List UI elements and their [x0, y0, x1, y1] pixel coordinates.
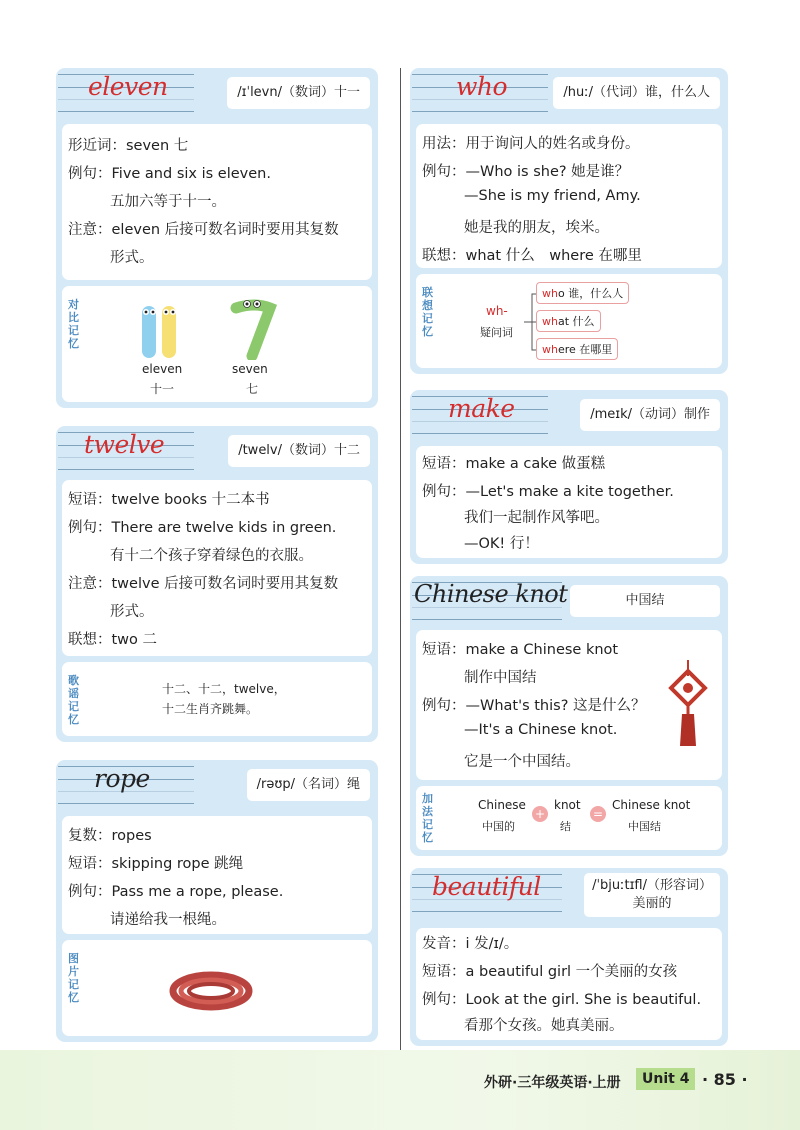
entry-line: 发音：i 发/ɪ/。	[422, 936, 519, 952]
headword: twelve	[84, 430, 165, 459]
entry-line: 制作中国结	[464, 670, 537, 686]
memory-label: 图片记忆	[68, 952, 79, 1004]
book-title: 外研·三年级英语·上册	[484, 1075, 621, 1091]
entry-line: 短语：make a cake 做蛋糕	[422, 456, 606, 472]
phonetic: /ɪˈlevn/（数词）十一	[227, 77, 370, 109]
entry-body	[62, 124, 372, 280]
entry-line: 用法：用于询问人的姓名或身份。	[422, 136, 640, 152]
memory-label: 对比记忆	[68, 298, 79, 350]
entry-line: 短语：twelve books 十二本书	[68, 492, 270, 508]
compare-en: seven	[232, 362, 268, 376]
compare-cn: 十一	[150, 382, 175, 396]
wh-word: where 在哪里	[536, 338, 618, 360]
entry-line: 形式。	[110, 250, 154, 266]
memory-box	[62, 662, 372, 736]
memory-box	[62, 286, 372, 402]
entry-line: 例句：Pass me a rope, please.	[68, 884, 284, 900]
entry-line: 例句：—Let's make a kite together.	[422, 484, 674, 500]
entry-line: 她是我的朋友，埃米。	[464, 220, 609, 236]
headword: make	[448, 394, 515, 423]
phonetic: /twelv/（数词）十二	[228, 435, 370, 467]
entry-body	[416, 446, 722, 558]
entry-line: 请递给我一根绳。	[110, 912, 226, 928]
entry-line: 它是一个中国结。	[464, 754, 580, 770]
add-cn: 结	[560, 820, 571, 833]
rope-illustration	[166, 966, 256, 1016]
wh-root: wh-	[486, 304, 508, 318]
add-cn: 中国结	[628, 820, 661, 833]
unit-badge: Unit 4	[636, 1068, 695, 1090]
headword: eleven	[88, 72, 168, 101]
entry-line: 五加六等于十一。	[110, 194, 226, 210]
memory-box	[416, 786, 722, 850]
entry-line: 例句：—What's this? 这是什么？	[422, 698, 646, 714]
phonetic: /ˈbjuːtɪfl/（形容词）	[592, 878, 712, 893]
seven-illustration	[230, 298, 280, 360]
entry-line: 例句：There are twelve kids in green.	[68, 520, 337, 536]
entry-line: —It's a Chinese knot.	[464, 722, 618, 738]
headword: who	[456, 72, 508, 101]
rhyme-line: 十二生肖齐跳舞。	[162, 702, 259, 716]
word-header	[410, 390, 728, 438]
word-header	[410, 576, 728, 624]
card-rope	[56, 760, 378, 1042]
word-header	[410, 68, 728, 116]
memory-label: 联想记忆	[422, 286, 433, 338]
add-en: knot	[554, 798, 581, 812]
card-twelve	[56, 426, 378, 742]
entry-line: 看那个女孩。她真美丽。	[464, 1018, 624, 1034]
meaning: 美丽的	[632, 896, 672, 911]
card-who	[410, 68, 728, 374]
entry-line: —OK! 行！	[464, 536, 539, 552]
card-eleven	[56, 68, 378, 408]
compare-en: eleven	[142, 362, 183, 376]
card-make	[410, 390, 728, 564]
rhyme-line: 十二、十二，twelve，	[162, 682, 286, 696]
card-beautiful	[410, 868, 728, 1046]
entry-line: 短语：a beautiful girl 一个美丽的女孩	[422, 964, 678, 980]
entry-line: 形式。	[110, 604, 154, 620]
entry-line: 注意：eleven 后接可数名词时要用其复数	[68, 222, 339, 238]
entry-line: 联想：what 什么 where 在哪里	[422, 248, 642, 264]
entry-line: 短语：skipping rope 跳绳	[68, 856, 244, 872]
meaning: 中国结	[570, 585, 720, 617]
memory-label: 加法记忆	[422, 792, 433, 844]
entry-body	[416, 124, 722, 268]
entry-line: 短语：make a Chinese knot	[422, 642, 619, 658]
entry-line: 例句：—Who is she? 她是谁？	[422, 164, 630, 180]
entry-body	[416, 928, 722, 1040]
word-header	[410, 868, 728, 922]
equals-sign: =	[590, 806, 606, 822]
entry-line: 有十二个孩子穿着绿色的衣服。	[110, 548, 313, 564]
memory-box	[416, 274, 722, 368]
wh-word: what 什么	[536, 310, 601, 332]
entry-body	[62, 816, 372, 934]
entry-line: 注意：twelve 后接可数名词时要用其复数	[68, 576, 339, 592]
chinese-knot-illustration	[668, 658, 708, 748]
wh-sub: 疑问词	[480, 326, 513, 339]
eleven-illustration	[132, 300, 202, 362]
headword: Chinese knot	[414, 580, 568, 608]
phonetic: /huː/（代词）谁，什么人	[553, 77, 720, 109]
phonetic-box	[584, 873, 720, 917]
add-en: Chinese knot	[612, 798, 691, 812]
word-header	[56, 426, 378, 474]
word-header	[56, 760, 378, 808]
wh-word: who 谁，什么人	[536, 282, 629, 304]
add-en: Chinese	[478, 798, 526, 812]
entry-line: 形近词：seven 七	[68, 138, 189, 154]
entry-line: —She is my friend, Amy.	[464, 188, 641, 204]
plus-sign: +	[532, 806, 548, 822]
entry-line: 联想：two 二	[68, 632, 158, 648]
phonetic: /meɪk/（动词）制作	[580, 399, 720, 431]
compare-cn: 七	[246, 382, 259, 396]
entry-body	[416, 630, 722, 780]
phonetic: /rəʊp/（名词）绳	[247, 769, 370, 801]
entry-line: 我们一起制作风筝吧。	[464, 510, 609, 526]
memory-box	[62, 940, 372, 1036]
memory-label: 歌谣记忆	[68, 674, 79, 726]
page-number: · 85 ·	[702, 1070, 748, 1089]
add-cn: 中国的	[482, 820, 515, 833]
card-chinese-knot	[410, 576, 728, 856]
headword: beautiful	[432, 872, 541, 901]
entry-body	[62, 480, 372, 656]
entry-line: 例句：Look at the girl. She is beautiful.	[422, 992, 702, 1008]
headword: rope	[94, 764, 150, 793]
entry-line: 例句：Five and six is eleven.	[68, 166, 271, 182]
word-header	[56, 68, 378, 116]
page-footer	[0, 1050, 800, 1130]
entry-line: 复数：ropes	[68, 828, 152, 844]
column-divider	[400, 68, 401, 1058]
